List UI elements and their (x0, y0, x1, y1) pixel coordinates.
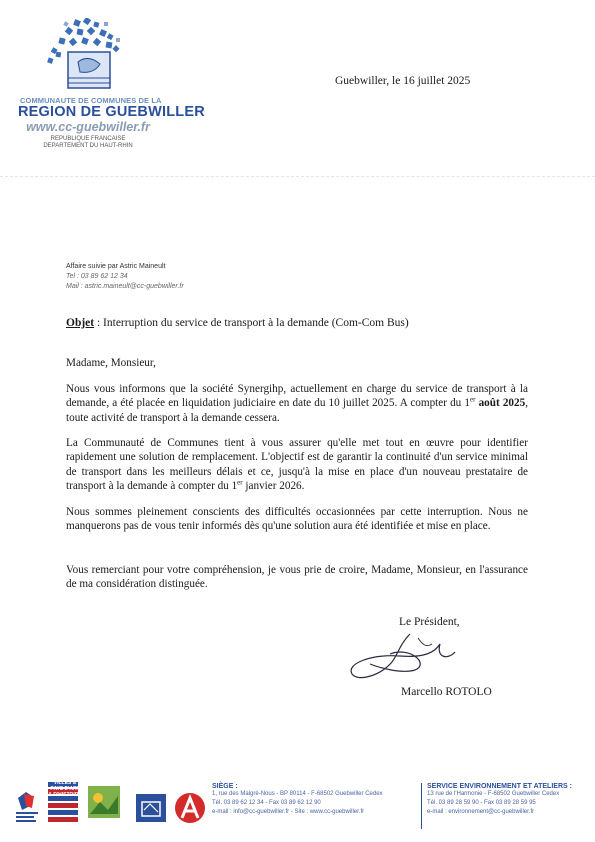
footer-siege-email: e-mail : info@cc-guebwiller.fr - Site : www.cc-guebwiller.fr (212, 809, 365, 815)
footer-siege-phone: Tél. 03 89 62 12 34 - Fax 03 89 62 12 90 (212, 800, 321, 806)
villes-pays-badge: VILLES & PAYS D'ART & D'HISTOIRE (48, 780, 82, 798)
reference-block (66, 262, 184, 292)
accessibility-logo (175, 793, 205, 823)
letter-paragraph-2: La Communauté de Communes tient à vous assurer qu'elle met tout en œuvre pour identifier rapidement une solution de remplacement. L'objectif est de garantir la continuité d'un service minimal de transport dans les meilleurs délais et ce, jusqu'à la mise en place d'un nouveau prestataire de transport à la demande à compter du 1er janvier 2026. (66, 437, 528, 492)
organization-name-line1: COMMUNAUTE DE COMMUNES DE LA (20, 96, 162, 105)
handwritten-signature (340, 624, 470, 684)
footer-service-address: 13 rue de l'Harmonie - F-68502 Guebwiller Cedex (427, 791, 560, 797)
footer-service (427, 783, 572, 817)
organization-country: REPUBLIQUE FRANCAISE (50, 136, 126, 142)
tourism-logo (88, 786, 120, 818)
organization-logo-mark (44, 18, 124, 96)
footer-siege-address: 1, rue des Malgré-Nous - BP 80114 - F-68502 Guebwiller Cedex (212, 791, 383, 797)
label-logo (136, 794, 166, 822)
letter-paragraph-3: Nous sommes pleinement conscients des difficultés occasionnées par cette interruption. Nous ne manquerons pas de vous tenir informés dès qu'une solution aura été identifiée et mise en place. (66, 506, 528, 533)
signatory-name: Marcello ROTOLO (401, 686, 492, 698)
organization-website: www.cc-guebwiller.fr (26, 120, 150, 134)
reference-phone: Tel : 03 89 62 12 34 (66, 273, 128, 280)
organization-subtitle (30, 136, 146, 150)
footer-service-email: e-mail : environnement@cc-guebwiller.fr (427, 809, 535, 815)
french-republic-logo (16, 792, 38, 822)
reference-email: Mail : astric.maineult@cc-guebwiller.fr (66, 283, 184, 290)
subject-text: : Interruption du service de transport à la demande (Com-Com Bus) (94, 317, 409, 329)
organization-name-line2: REGION DE GUEBWILLER (18, 104, 205, 120)
letter-subject (66, 317, 409, 329)
footer-service-title: SERVICE ENVIRONNEMENT ET ATELIERS : (427, 783, 572, 790)
letter-greeting: Madame, Monsieur, (66, 357, 156, 369)
subject-label: Objet (66, 317, 95, 329)
header-divider (0, 176, 595, 177)
footer-siege-title: SIÈGE : (212, 783, 238, 790)
footer-service-phone: Tél. 03 89 28 59 90 - Fax 03 89 28 59 95 (427, 800, 536, 806)
organization-department: DEPARTEMENT DU HAUT-RHIN (43, 143, 133, 149)
footer-siege (212, 783, 383, 817)
signatory-role: Le Président, (399, 616, 460, 628)
partner-logos (12, 780, 212, 830)
footer-divider (421, 783, 422, 829)
letter-paragraph-1: Nous vous informons que la société Synergihp, actuellement en charge du service de transport à la demande, a été placée en liquidation judiciaire en date du 10 juillet 2025. A compter du 1er août 2025, toute activité de transport à la demande cessera. (66, 383, 528, 424)
letter-paragraph-4: Vous remerciant pour votre compréhension, je vous prie de croire, Madame, Monsieur, en l'assurance de ma considération distinguée. (66, 564, 528, 591)
letter-date: Guebwiller, le 16 juillet 2025 (335, 75, 471, 87)
reference-affaire: Affaire suivie par Astric Maineult (66, 263, 166, 270)
